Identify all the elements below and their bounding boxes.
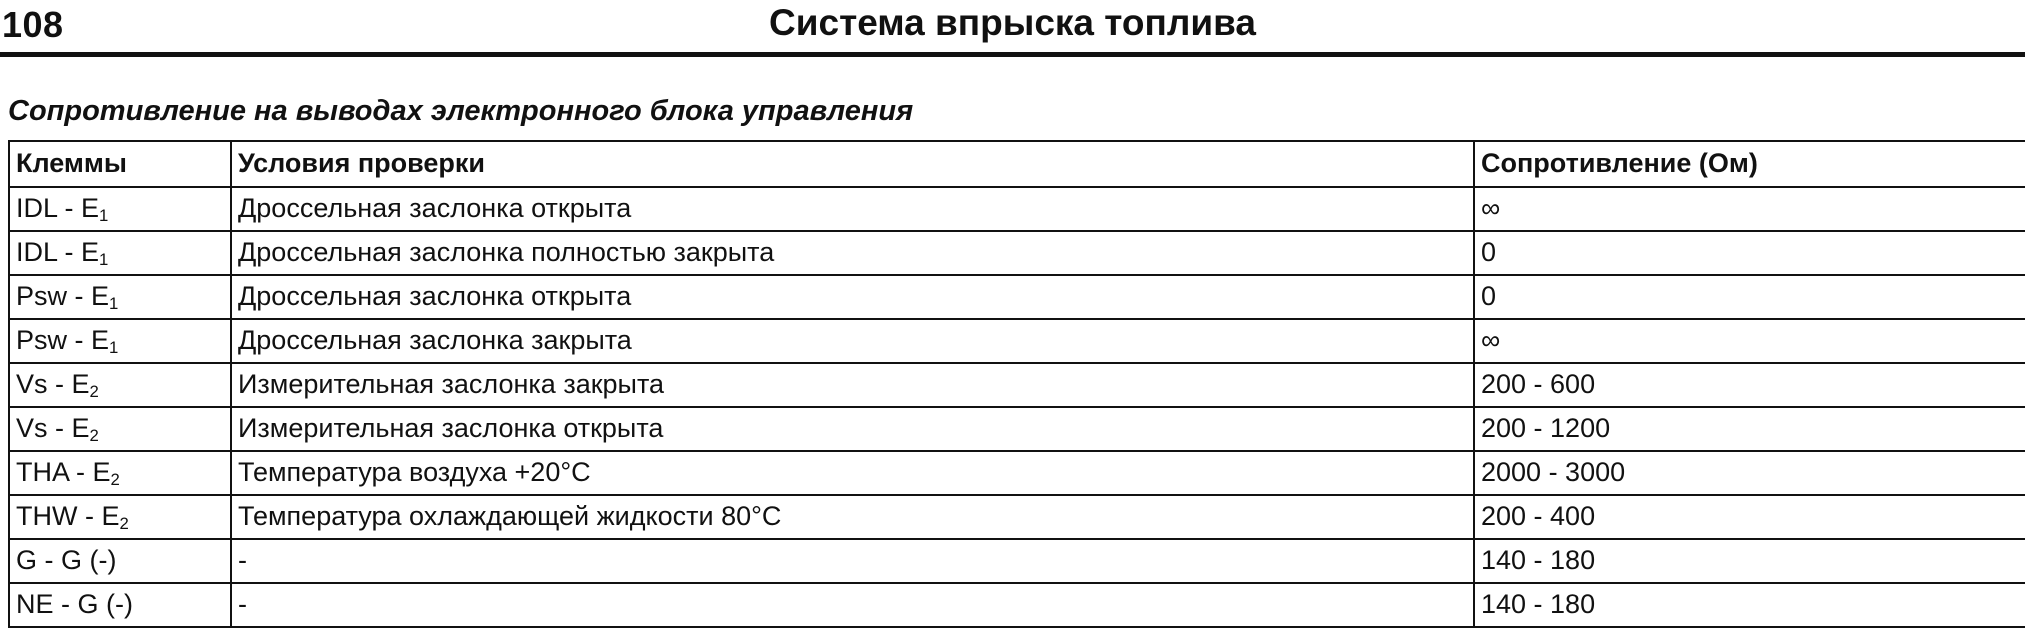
- terminal-cell: [9, 451, 231, 495]
- resistance-cell: 140 - 180: [1474, 539, 2025, 583]
- terminal-cell: [9, 231, 231, 275]
- resistance-cell: 200 - 400: [1474, 495, 2025, 539]
- condition-cell: Дроссельная заслонка открыта: [231, 187, 1474, 231]
- column-header-resistance: Сопротивление (Ом): [1474, 141, 2025, 187]
- terminal-cell: [9, 319, 231, 363]
- condition-cell: Измерительная заслонка открыта: [231, 407, 1474, 451]
- terminal-name: IDL - E: [16, 193, 100, 224]
- terminal-name: THA - E: [16, 457, 111, 488]
- terminal-subscript: 2: [89, 426, 99, 446]
- table-row: [9, 451, 2025, 495]
- terminal-cell: [9, 539, 231, 583]
- terminal-cell: [9, 495, 231, 539]
- resistance-cell: ∞: [1474, 187, 2025, 231]
- terminal-name: IDL - E: [16, 237, 100, 268]
- terminal-name: G - G (-): [16, 545, 117, 576]
- terminal-name: Vs - E: [16, 413, 90, 444]
- terminal-subscript: 1: [109, 294, 119, 314]
- table-row: [9, 407, 2025, 451]
- terminal-cell: [9, 275, 231, 319]
- condition-cell: Температура воздуха +20°С: [231, 451, 1474, 495]
- table-row: [9, 275, 2025, 319]
- terminal-name: Psw - E: [16, 281, 110, 312]
- table-row: [9, 495, 2025, 539]
- condition-cell: Дроссельная заслонка открыта: [231, 275, 1474, 319]
- condition-cell: Измерительная заслонка закрыта: [231, 363, 1474, 407]
- terminal-cell: [9, 363, 231, 407]
- terminal-name: Vs - E: [16, 369, 90, 400]
- table-header-row: [9, 141, 2025, 187]
- terminal-subscript: 1: [109, 338, 119, 358]
- resistance-cell: 140 - 180: [1474, 583, 2025, 627]
- terminal-name: Psw - E: [16, 325, 110, 356]
- page-title: Система впрыска топлива: [769, 2, 1256, 43]
- table-row: [9, 363, 2025, 407]
- resistance-cell: 200 - 1200: [1474, 407, 2025, 451]
- header-rule: [0, 52, 2025, 57]
- terminal-name: NE - G (-): [16, 589, 133, 620]
- resistance-cell: 200 - 600: [1474, 363, 2025, 407]
- table-row: [9, 583, 2025, 627]
- table-row: [9, 187, 2025, 231]
- terminal-subscript: 2: [89, 382, 99, 402]
- terminal-cell: [9, 407, 231, 451]
- page-number: 108: [2, 4, 64, 45]
- terminal-subscript: 1: [99, 250, 109, 270]
- terminal-cell: [9, 583, 231, 627]
- table-caption: Сопротивление на выводах электронного блока управления: [8, 95, 914, 127]
- table-row: [9, 231, 2025, 275]
- resistance-cell: 2000 - 3000: [1474, 451, 2025, 495]
- condition-cell: Дроссельная заслонка полностью закрыта: [231, 231, 1474, 275]
- column-header-conditions: Условия проверки: [231, 141, 1474, 187]
- table-row: [9, 319, 2025, 363]
- table-row: [9, 539, 2025, 583]
- terminal-subscript: 2: [119, 514, 129, 534]
- condition-cell: Температура охлаждающей жидкости 80°С: [231, 495, 1474, 539]
- resistance-cell: ∞: [1474, 319, 2025, 363]
- condition-cell: Дроссельная заслонка закрыта: [231, 319, 1474, 363]
- resistance-cell: 0: [1474, 231, 2025, 275]
- page-header: [0, 0, 2025, 58]
- resistance-cell: 0: [1474, 275, 2025, 319]
- terminal-subscript: 1: [99, 206, 109, 226]
- terminal-name: THW - E: [16, 501, 120, 532]
- column-header-terminals: Клеммы: [9, 141, 231, 187]
- condition-cell: -: [231, 539, 1474, 583]
- condition-cell: -: [231, 583, 1474, 627]
- terminal-cell: [9, 187, 231, 231]
- resistance-table: [8, 140, 2025, 628]
- terminal-subscript: 2: [110, 470, 120, 490]
